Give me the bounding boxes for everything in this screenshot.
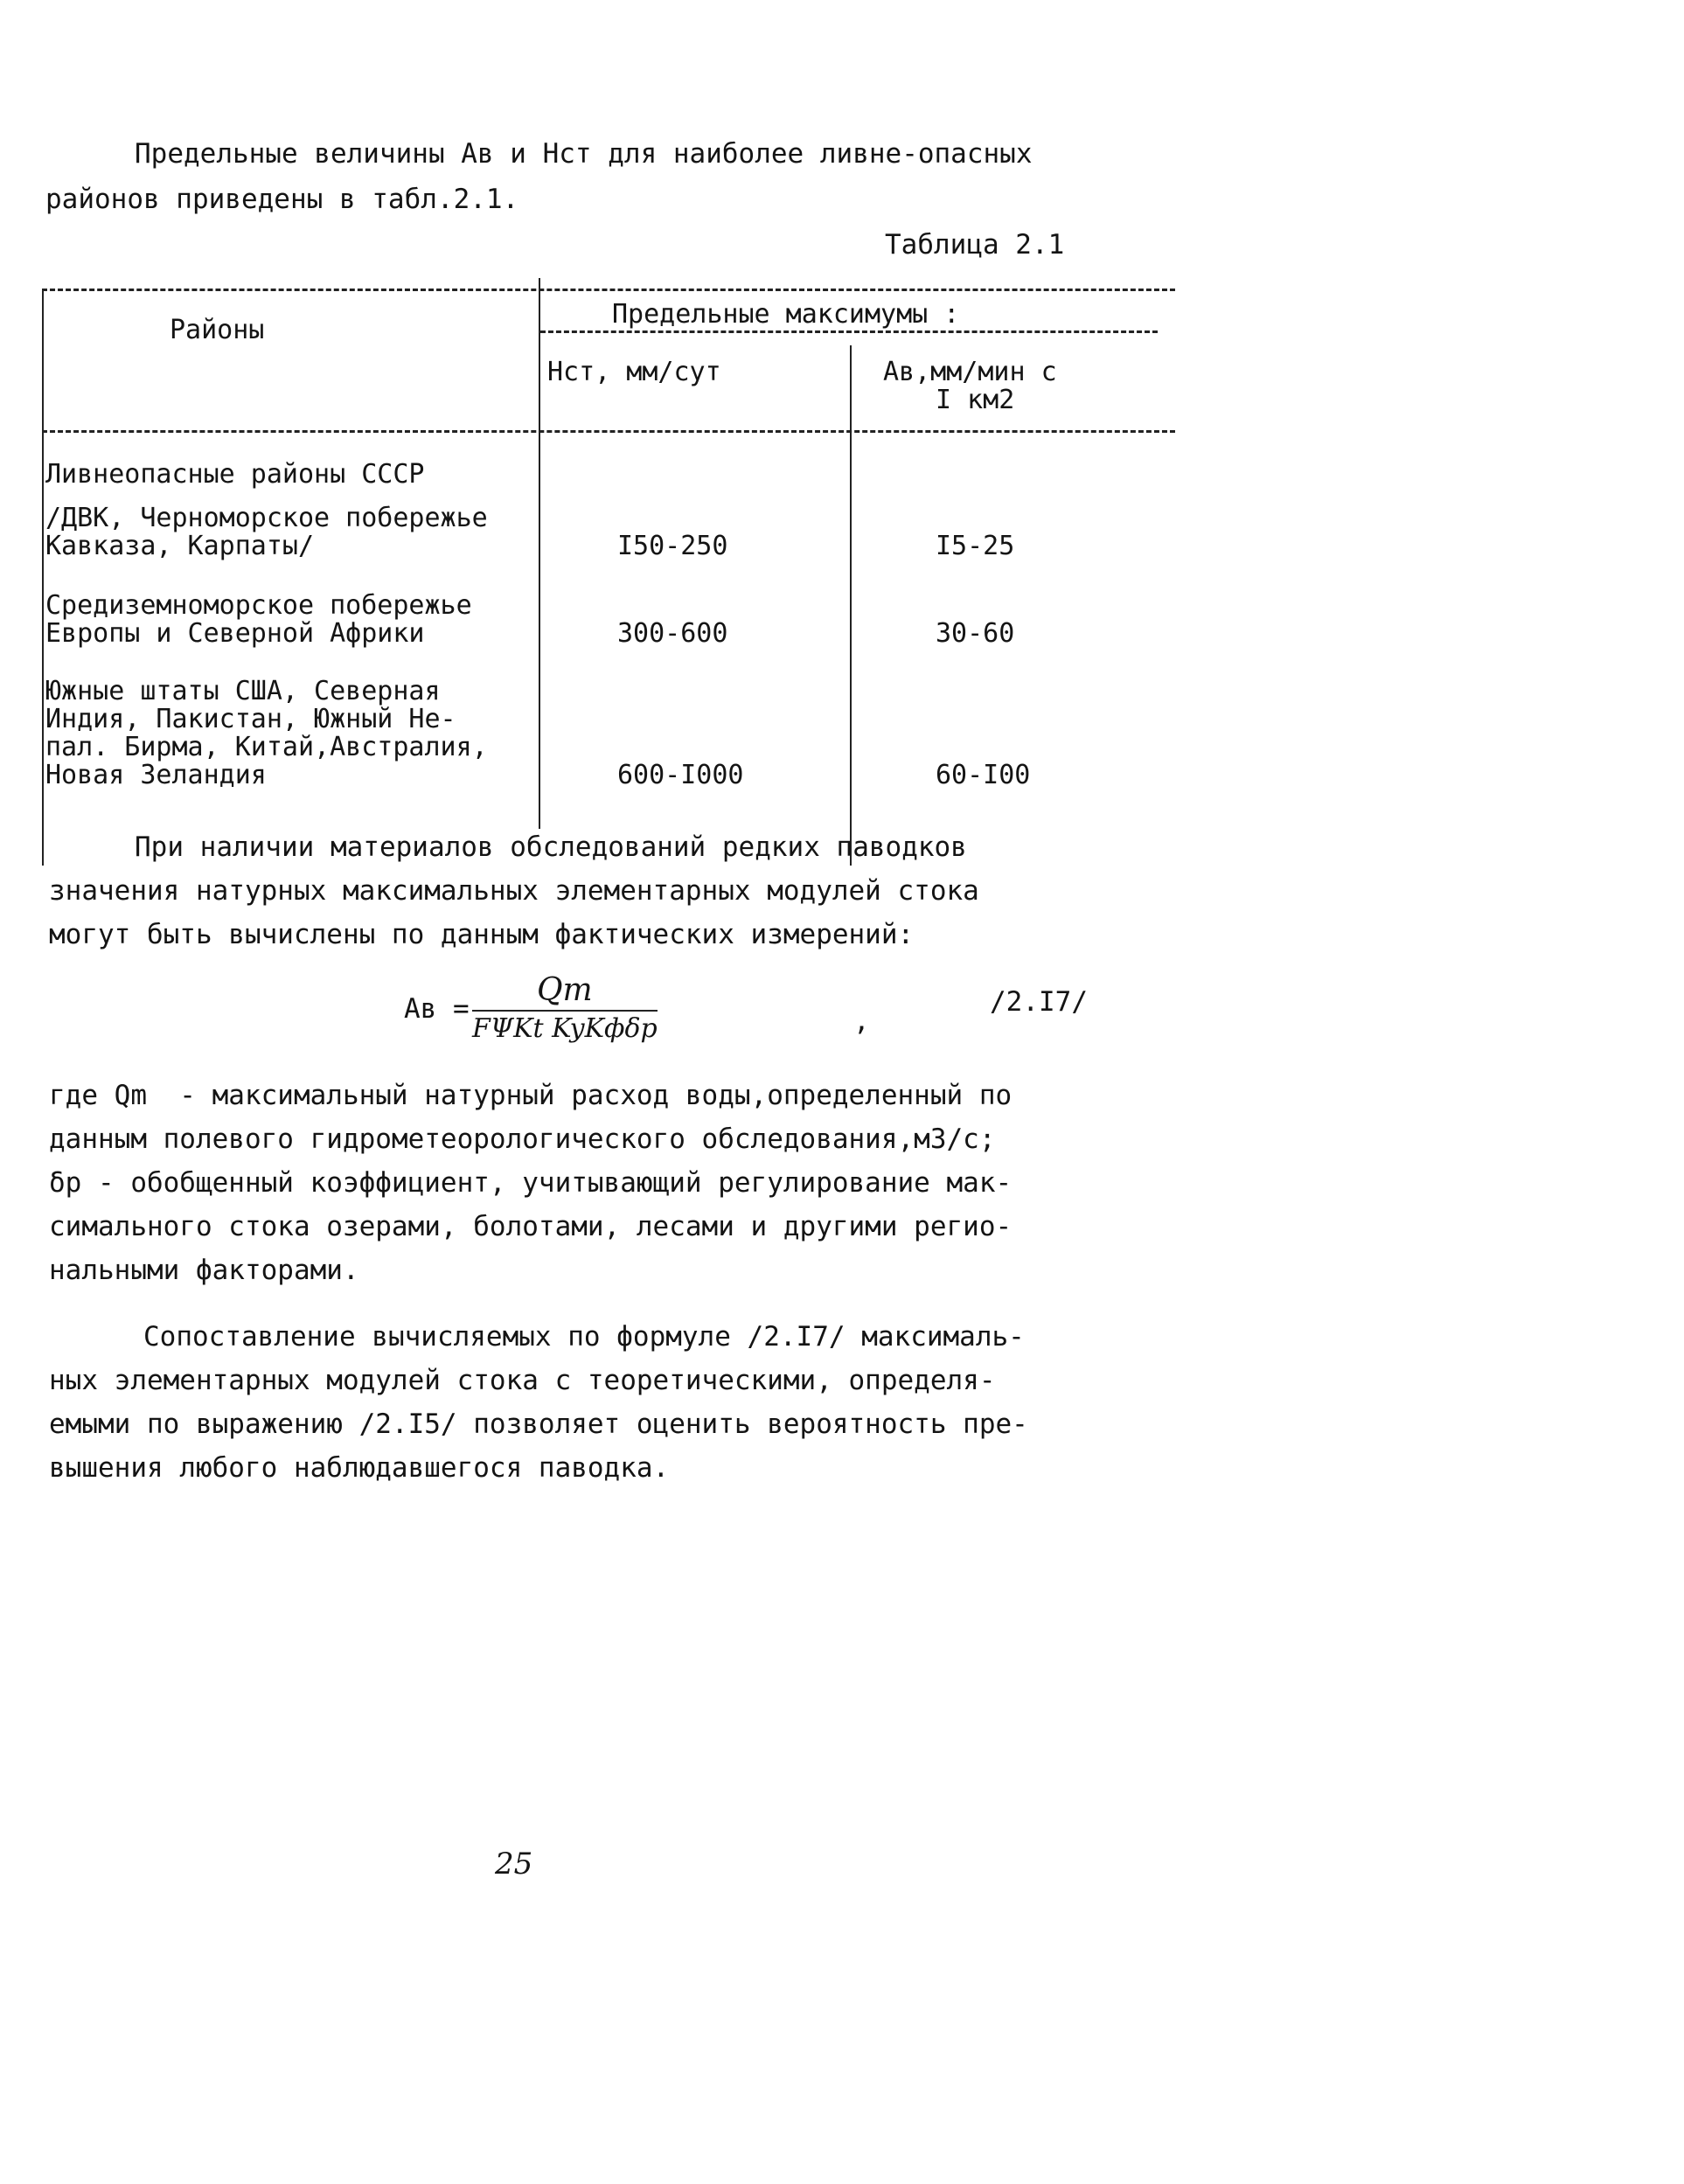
row1-region-line-1: Ливнеопасные районы СССР — [45, 459, 425, 490]
para2-line-4: симального стока озерами, болотами, лесами и другими регио- — [49, 1211, 1012, 1242]
header-av-line-2: I км2 — [936, 385, 1015, 415]
para3-line-1: Сопоставление вычисляемых по формуле /2.I7/ максималь- — [143, 1321, 1025, 1353]
table-header-rule — [42, 430, 1175, 433]
row3-region-line-1: Южные штаты США, Северная — [45, 676, 441, 706]
para3-line-2: ных элементарных модулей стока с теоретическими, определя- — [49, 1365, 996, 1396]
page-number: 25 — [495, 1847, 533, 1881]
para3-line-3: емыми по выражению /2.I5/ позволяет оценить вероятность пре- — [49, 1408, 1028, 1440]
header-region: Районы — [170, 315, 265, 345]
row3-region-line-4: Новая Зеландия — [45, 760, 267, 790]
table-top-rule — [42, 289, 1175, 291]
row2-region-line-1: Средиземноморское побережье — [45, 590, 472, 621]
table-caption: Таблица 2.1 — [885, 229, 1065, 261]
table-col-divider-1 — [539, 278, 540, 829]
para2-line-1: где Qm - максимальный натурный расход воды,определенный по — [49, 1080, 1012, 1111]
row1-nst: I50-250 — [617, 531, 728, 561]
table-left-border — [42, 290, 44, 866]
row1-av: I5-25 — [936, 531, 1015, 561]
formula-comma: , — [853, 1005, 870, 1037]
row2-av: 30-60 — [936, 618, 1015, 649]
header-av-line-1: Ав,мм/мин с — [883, 357, 1057, 387]
row3-region-line-2: Индия, Пакистан, Южный Не- — [45, 704, 456, 734]
intro-line-2: районов приведены в табл.2.1. — [45, 184, 519, 215]
formula-denominator: FΨKt KyKфδp — [472, 1013, 658, 1044]
para1-line-2: значения натурных максимальных элементарных модулей стока — [49, 875, 979, 907]
formula-fraction — [472, 972, 658, 1044]
formula-lhs: Ав = — [404, 993, 470, 1025]
row1-region-line-3: Кавказа, Карпаты/ — [45, 531, 315, 561]
table-group-rule — [540, 330, 1158, 333]
formula-numerator: Qm — [472, 972, 658, 1012]
row2-nst: 300-600 — [617, 618, 728, 649]
intro-line-1: Предельные величины Ав и Нст для наиболее ливне-опасных — [135, 138, 1033, 170]
para1-line-1: При наличии материалов обследований редких паводков — [135, 831, 967, 863]
row2-region-line-2: Европы и Северной Африки — [45, 618, 425, 649]
row3-av: 60-I00 — [936, 760, 1031, 790]
formula-number: /2.I7/ — [990, 986, 1088, 1018]
para2-line-5: нальными факторами. — [49, 1255, 359, 1286]
para2-line-3: δр - обобщенный коэффициент, учитывающий регулирование мак- — [49, 1167, 1012, 1199]
row3-nst: 600-I000 — [617, 760, 744, 790]
header-nst: Нст, мм/сут — [547, 357, 721, 387]
para2-line-2: данным полевого гидрометеорологического обследования,м3/с; — [49, 1123, 996, 1155]
row1-region-line-2: /ДВК, Черноморское побережье — [45, 503, 488, 533]
header-group: Предельные максимумы : — [612, 299, 960, 330]
table-col-divider-2 — [850, 345, 852, 866]
para3-line-4: вышения любого наблюдавшегося паводка. — [49, 1452, 670, 1484]
row3-region-line-3: пал. Бирма, Китай,Австралия, — [45, 732, 488, 762]
para1-line-3: могут быть вычислены по данным фактических измерений: — [49, 919, 915, 950]
